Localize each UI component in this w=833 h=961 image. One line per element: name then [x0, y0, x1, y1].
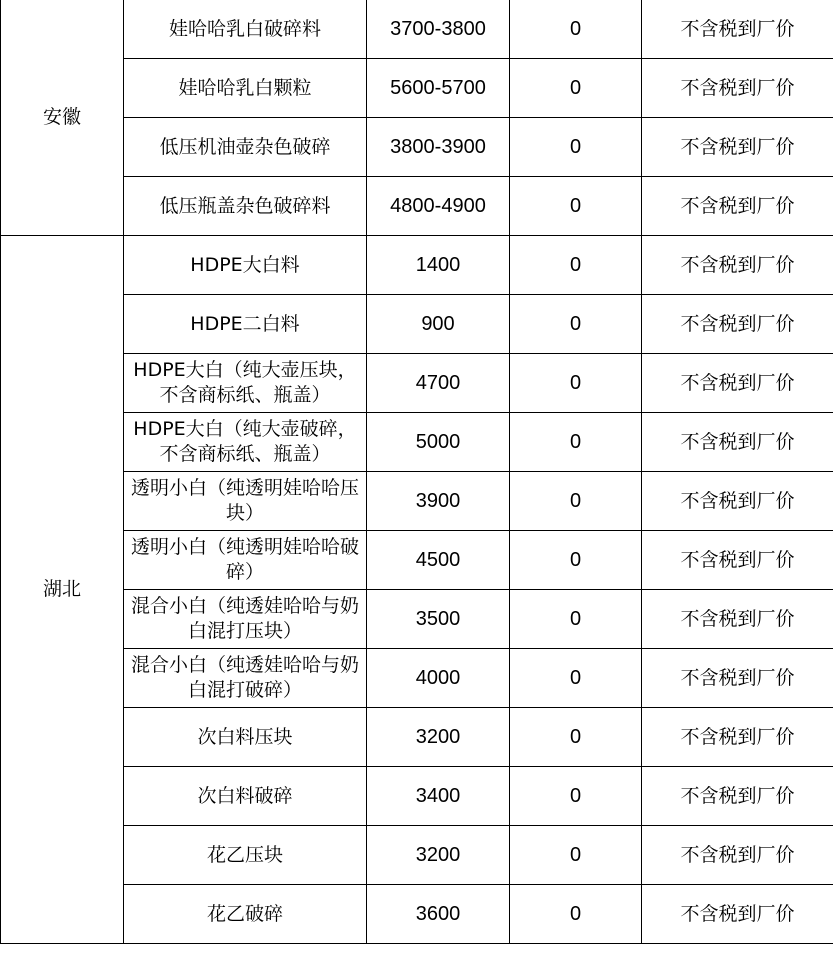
- note-cell: 不含税到厂价: [642, 531, 833, 590]
- change-cell: 0: [510, 295, 642, 354]
- table-row: [1, 236, 833, 295]
- note-cell: 不含税到厂价: [642, 472, 833, 531]
- table-row: [1, 118, 833, 177]
- table-row: [1, 59, 833, 118]
- change-cell: 0: [510, 649, 642, 708]
- price-cell: 3600: [367, 885, 510, 944]
- price-cell: 4000: [367, 649, 510, 708]
- change-cell: 0: [510, 118, 642, 177]
- table-row: [1, 177, 833, 236]
- price-cell: 3200: [367, 708, 510, 767]
- price-cell: 3900: [367, 472, 510, 531]
- product-name-cell: 混合小白（纯透娃哈哈与奶白混打压块）: [124, 590, 367, 649]
- product-name-cell: 娃哈哈乳白破碎料: [124, 0, 367, 59]
- table-row: [1, 531, 833, 590]
- change-cell: 0: [510, 0, 642, 59]
- product-name-cell: 次白料压块: [124, 708, 367, 767]
- table-row: [1, 885, 833, 944]
- note-cell: 不含税到厂价: [642, 590, 833, 649]
- table-row: [1, 472, 833, 531]
- product-name-cell: 花乙压块: [124, 826, 367, 885]
- table-row: [1, 0, 833, 59]
- price-cell: 3500: [367, 590, 510, 649]
- note-cell: 不含税到厂价: [642, 885, 833, 944]
- product-name-cell: HDPE大白料: [124, 236, 367, 295]
- table-row: [1, 590, 833, 649]
- product-name-cell: 混合小白（纯透娃哈哈与奶白混打破碎）: [124, 649, 367, 708]
- table-row: [1, 649, 833, 708]
- change-cell: 0: [510, 531, 642, 590]
- change-cell: 0: [510, 59, 642, 118]
- note-cell: 不含税到厂价: [642, 59, 833, 118]
- change-cell: 0: [510, 413, 642, 472]
- note-cell: 不含税到厂价: [642, 236, 833, 295]
- note-cell: 不含税到厂价: [642, 354, 833, 413]
- change-cell: 0: [510, 590, 642, 649]
- price-cell: 4700: [367, 354, 510, 413]
- change-cell: 0: [510, 236, 642, 295]
- product-name-cell: 次白料破碎: [124, 767, 367, 826]
- change-cell: 0: [510, 708, 642, 767]
- change-cell: 0: [510, 472, 642, 531]
- note-cell: 不含税到厂价: [642, 295, 833, 354]
- change-cell: 0: [510, 826, 642, 885]
- table-row: [1, 826, 833, 885]
- price-cell: 1400: [367, 236, 510, 295]
- note-cell: 不含税到厂价: [642, 118, 833, 177]
- price-cell: 3400: [367, 767, 510, 826]
- change-cell: 0: [510, 885, 642, 944]
- price-cell: 3800-3900: [367, 118, 510, 177]
- table-row: [1, 413, 833, 472]
- product-name-cell: HDPE大白（纯大壶破碎，不含商标纸、瓶盖）: [124, 413, 367, 472]
- product-name-cell: 娃哈哈乳白颗粒: [124, 59, 367, 118]
- table-row: [1, 295, 833, 354]
- region-cell-anhui: 安徽: [1, 0, 124, 236]
- price-cell: 4500: [367, 531, 510, 590]
- change-cell: 0: [510, 767, 642, 826]
- change-cell: 0: [510, 354, 642, 413]
- price-cell: 3200: [367, 826, 510, 885]
- note-cell: 不含税到厂价: [642, 0, 833, 59]
- note-cell: 不含税到厂价: [642, 649, 833, 708]
- note-cell: 不含税到厂价: [642, 767, 833, 826]
- change-cell: 0: [510, 177, 642, 236]
- product-name-cell: 透明小白（纯透明娃哈哈压块）: [124, 472, 367, 531]
- product-name-cell: 透明小白（纯透明娃哈哈破碎）: [124, 531, 367, 590]
- product-name-cell: 低压瓶盖杂色破碎料: [124, 177, 367, 236]
- price-cell: 5600-5700: [367, 59, 510, 118]
- product-name-cell: 花乙破碎: [124, 885, 367, 944]
- note-cell: 不含税到厂价: [642, 413, 833, 472]
- table-row: [1, 354, 833, 413]
- price-cell: 4800-4900: [367, 177, 510, 236]
- table-row: [1, 767, 833, 826]
- product-name-cell: HDPE大白（纯大壶压块，不含商标纸、瓶盖）: [124, 354, 367, 413]
- price-cell: 5000: [367, 413, 510, 472]
- price-table-body: [1, 0, 833, 944]
- table-row: [1, 708, 833, 767]
- region-cell-hubei: 湖北: [1, 236, 124, 944]
- product-name-cell: HDPE二白料: [124, 295, 367, 354]
- note-cell: 不含税到厂价: [642, 708, 833, 767]
- price-cell: 3700-3800: [367, 0, 510, 59]
- price-cell: 900: [367, 295, 510, 354]
- product-name-cell: 低压机油壶杂色破碎: [124, 118, 367, 177]
- note-cell: 不含税到厂价: [642, 826, 833, 885]
- note-cell: 不含税到厂价: [642, 177, 833, 236]
